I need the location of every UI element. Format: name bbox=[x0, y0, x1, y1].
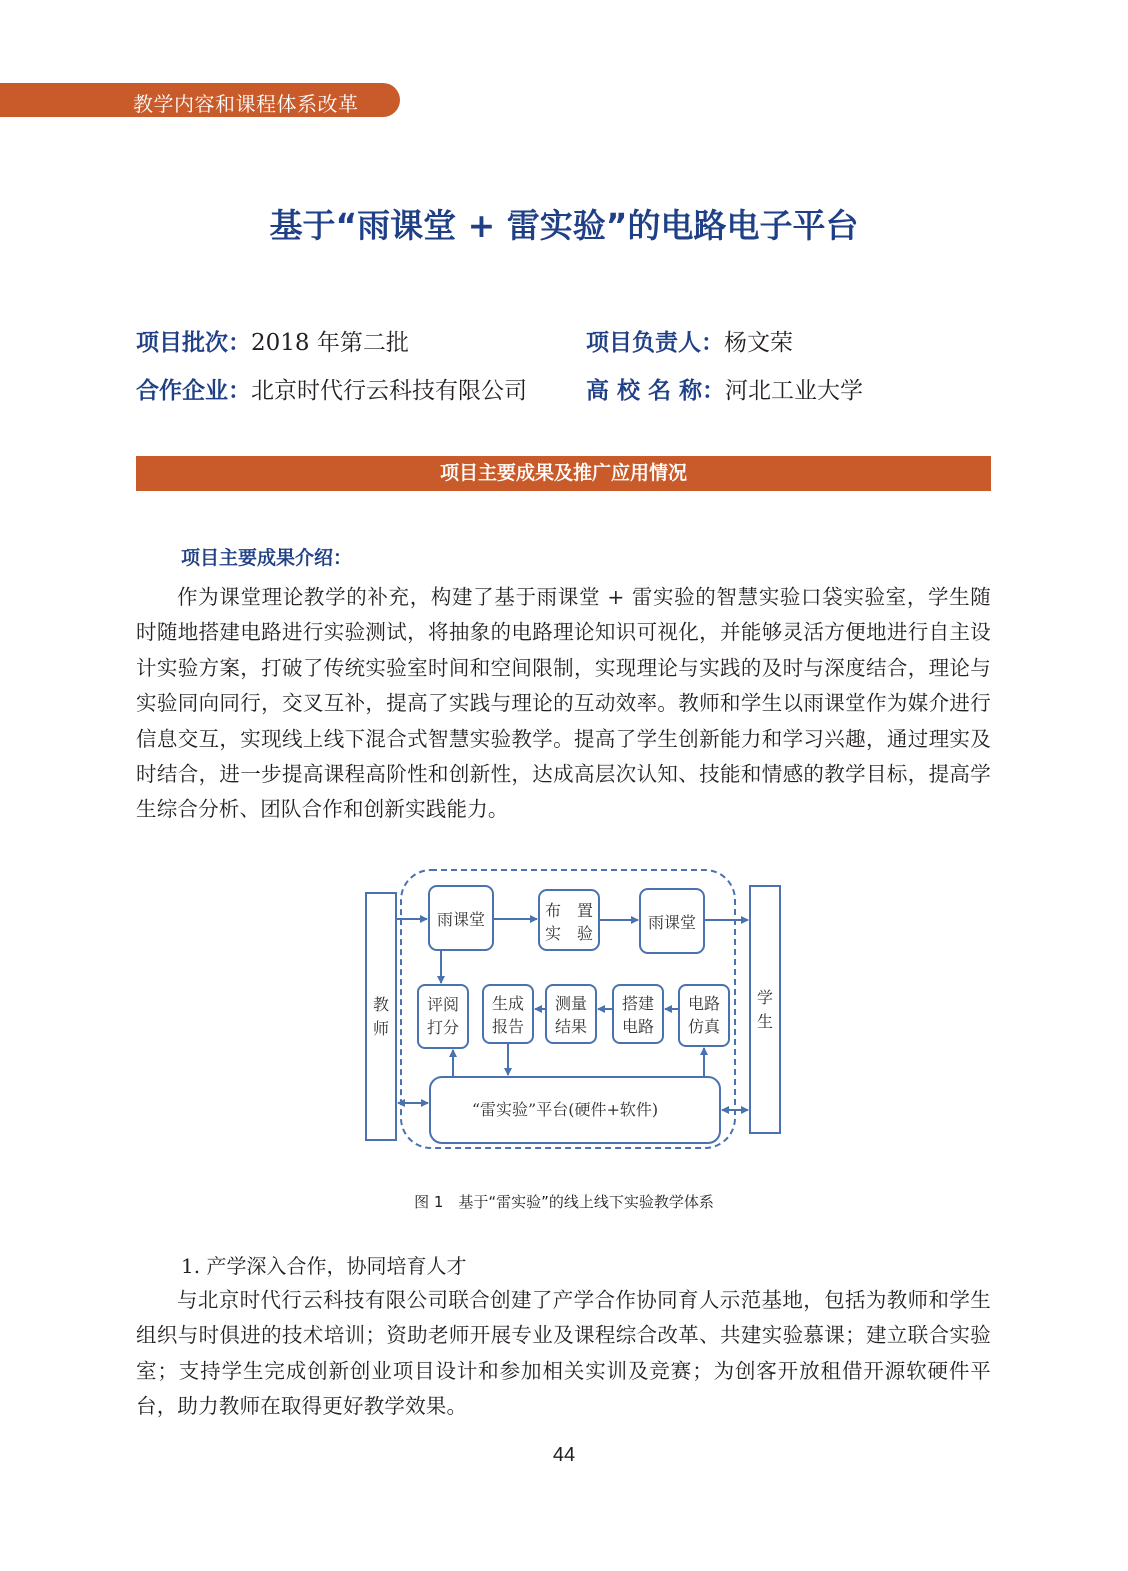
section-bar: 项目主要成果及推广应用情况 bbox=[136, 456, 991, 491]
page-number: 44 bbox=[552, 1444, 576, 1466]
build-label-2: 电路 bbox=[621, 1017, 655, 1036]
student-label-2: 生 bbox=[756, 1012, 774, 1031]
teacher-label-2: 师 bbox=[372, 1019, 390, 1038]
meta-company-value: 北京时代行云科技有限公司 bbox=[251, 378, 527, 404]
meta-batch-value: 2018 年第二批 bbox=[251, 330, 409, 356]
arrange-label-1: 布 置 bbox=[544, 901, 594, 920]
platform-label: “雷实验”平台(硬件+软件) bbox=[471, 1100, 659, 1119]
rain-class-right-label: 雨课堂 bbox=[647, 913, 697, 932]
meta-school-value: 河北工业大学 bbox=[725, 378, 864, 404]
measure-label-1: 测量 bbox=[554, 994, 588, 1013]
section-tab-label: 教学内容和课程体系改革 bbox=[133, 92, 359, 116]
rain-class-left-label: 雨课堂 bbox=[436, 910, 486, 929]
intro-heading: 项目主要成果介绍： bbox=[181, 547, 353, 569]
report-label-2: 报告 bbox=[491, 1017, 525, 1036]
grade-label-2: 打分 bbox=[426, 1018, 460, 1037]
teaching-system-diagram bbox=[360, 867, 790, 1152]
sim-label-2: 仿真 bbox=[687, 1017, 721, 1036]
meta-company-label: 合作企业： bbox=[136, 378, 251, 404]
arrange-label-2: 实 验 bbox=[544, 924, 594, 943]
sim-label-1: 电路 bbox=[687, 994, 721, 1013]
build-label-1: 搭建 bbox=[621, 994, 655, 1013]
student-bar bbox=[750, 886, 780, 1133]
grade-label-1: 评阅 bbox=[426, 995, 460, 1014]
meta-leader-label: 项目负责人： bbox=[586, 330, 724, 356]
meta-company bbox=[136, 372, 527, 405]
meta-school bbox=[586, 372, 863, 405]
student-label-1: 学 bbox=[756, 988, 774, 1007]
section-tab bbox=[0, 83, 400, 117]
measure-label-2: 结果 bbox=[554, 1017, 588, 1036]
page-title: 基于“雨课堂 + 雷实验”的电路电子平台 bbox=[269, 206, 859, 245]
meta-leader bbox=[586, 324, 793, 357]
figure-caption: 图 1 基于“雷实验”的线上线下实验教学体系 bbox=[414, 1193, 714, 1211]
report-label-1: 生成 bbox=[491, 994, 525, 1013]
meta-batch-label: 项目批次： bbox=[136, 330, 251, 356]
meta-school-label: 高 校 名 称： bbox=[586, 378, 726, 404]
meta-batch bbox=[136, 324, 409, 357]
intro-paragraph: 作为课堂理论教学的补充，构建了基于雨课堂 + 雷实验的智慧实验口袋实验室，学生随时随地搭建电路进行实验测试，将抽象的电路理论知识可视化，并能够灵活方便地进行自主设计实验方案，打破了传统实验室时间和空间限制，实现理论与实践的及时与深度结合，理论与实验同向同行，交叉互补，提高了实践与理论的互动效率。教师和学生以雨课堂作为媒介进行信息交互，实现线上线下混合式智慧实验教学。提高了学生创新能力和学习兴趣，通过理实及时结合，进一步提高课程高阶性和创新性，达成高层次认知、技能和情感的教学目标，提高学生综合分析、团队合作和创新实践能力。 bbox=[136, 585, 991, 822]
meta-leader-value: 杨文荣 bbox=[724, 330, 793, 356]
teacher-label-1: 教 bbox=[372, 995, 390, 1014]
section1-paragraph: 与北京时代行云科技有限公司联合创建了产学合作协同育人示范基地，包括为教师和学生组织与时俱进的技术培训；资助老师开展专业及课程综合改革、共建实验慕课；建立联合实验室；支持学生完成创新创业项目设计和参加相关实训及竞赛；为创客开放租借开源软硬件平台，助力教师在取得更好教学效果。 bbox=[136, 1288, 991, 1419]
teacher-bar bbox=[366, 893, 396, 1140]
section1-heading: 1. 产学深入合作，协同培育人才 bbox=[181, 1254, 467, 1278]
